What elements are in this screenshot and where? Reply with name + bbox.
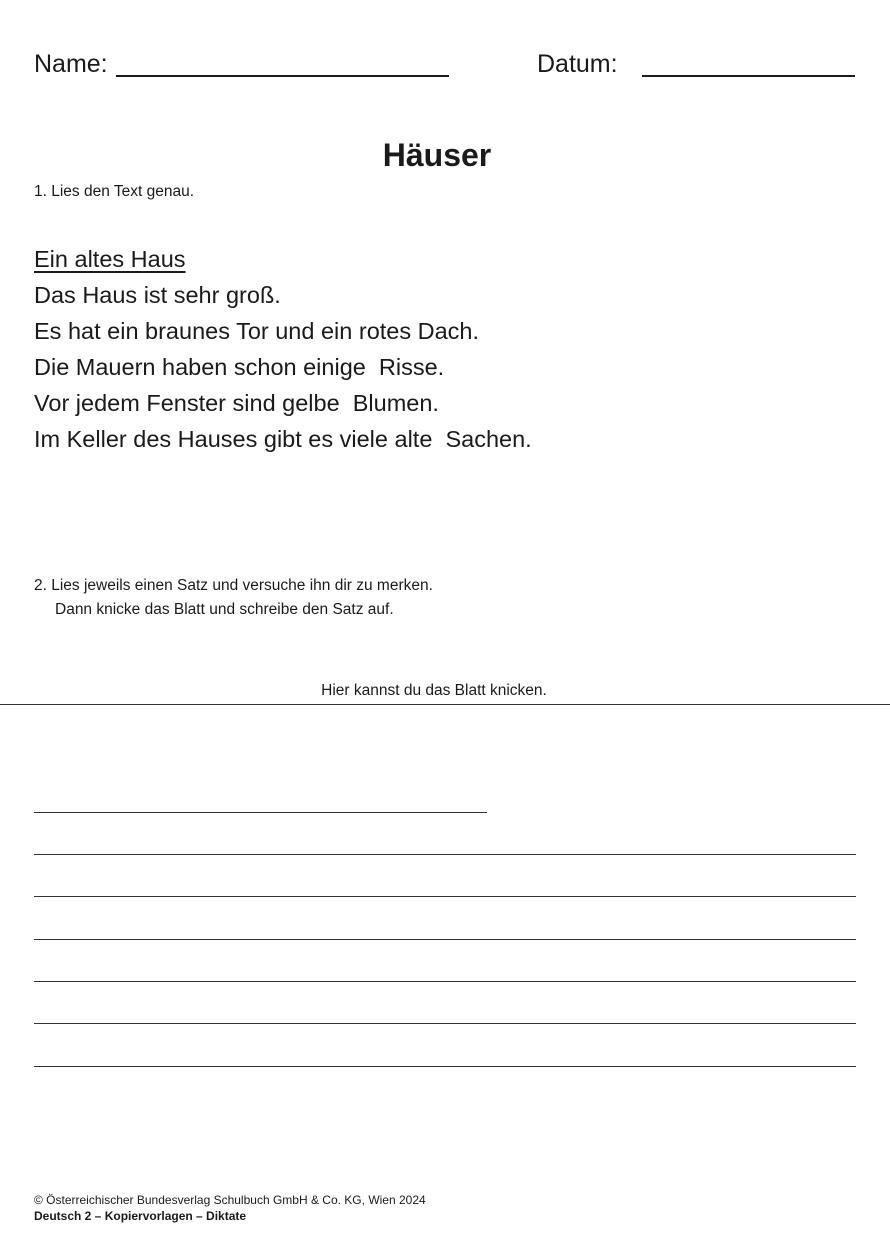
story-title: Ein altes Haus [34, 246, 186, 272]
writing-line[interactable] [34, 896, 856, 897]
footer [34, 1192, 426, 1224]
fold-hint: Hier kannst du das Blatt knicken. [321, 682, 547, 699]
writing-line[interactable] [34, 939, 856, 940]
story-line: Das Haus ist sehr groß. [34, 282, 281, 308]
date-field[interactable] [642, 75, 855, 77]
task-2-instruction-line-2: Dann knicke das Blatt und schreibe den Satz auf. [55, 601, 394, 618]
writing-line[interactable] [34, 981, 856, 982]
writing-line[interactable] [34, 1023, 856, 1024]
name-label: Name: [34, 50, 108, 78]
page-title: Häuser [382, 137, 492, 173]
story-text [34, 241, 532, 457]
footer-copyright: © Österreichischer Bundesverlag Schulbuch GmbH & Co. KG, Wien 2024 [34, 1193, 426, 1207]
writing-line[interactable] [34, 854, 856, 855]
story-line: Es hat ein braunes Tor und ein rotes Dach. [34, 318, 480, 344]
task-1-instruction: 1. Lies den Text genau. [34, 183, 195, 200]
writing-line-short[interactable] [34, 812, 487, 813]
name-field[interactable] [116, 75, 449, 77]
fold-line [0, 704, 890, 705]
story-line: Vor jedem Fenster sind gelbe Blumen. [34, 390, 439, 416]
writing-line[interactable] [34, 1066, 856, 1067]
task-2-instruction-line-1: 2. Lies jeweils einen Satz und versuche ihn dir zu merken. [34, 577, 433, 594]
story-line: Die Mauern haben schon einige Risse. [34, 354, 445, 380]
story-line: Im Keller des Hauses gibt es viele alte Sachen. [34, 426, 532, 452]
date-label: Datum: [537, 50, 618, 78]
footer-series: Deutsch 2 – Kopiervorlagen – Diktate [34, 1209, 247, 1223]
